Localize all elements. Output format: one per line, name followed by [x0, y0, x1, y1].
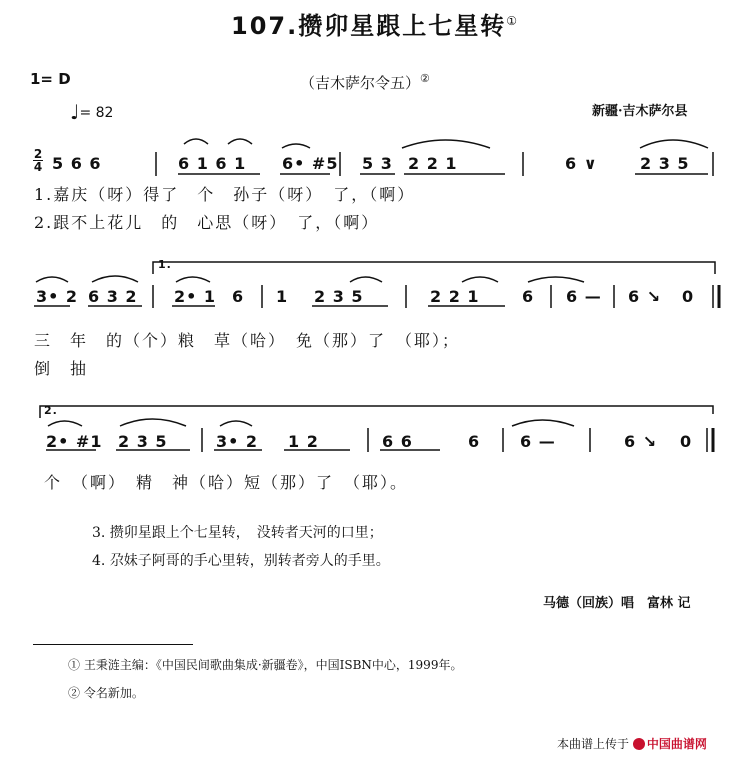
song-title-text: 107.攒卯星跟上七星转	[231, 12, 507, 40]
footnote-2: ② 令名新加。	[68, 686, 144, 700]
slur	[220, 421, 252, 426]
time-signature-top: 2	[33, 147, 43, 161]
slur	[350, 277, 382, 282]
slur	[92, 276, 138, 282]
measure-notes: 6 1 6 1	[178, 154, 247, 173]
measure-notes: 2 3 5	[118, 432, 168, 451]
measure-notes: 6	[468, 432, 481, 451]
source-watermark	[557, 735, 707, 752]
source-brand[interactable]: 中国曲谱网	[646, 737, 707, 751]
measure-notes: 6	[232, 287, 245, 306]
lyric-line-1: 1.嘉庆（呀）得了 个 孙子（呀） 了，（啊）	[34, 185, 416, 204]
subtitle-footnote-mark: ②	[420, 72, 430, 85]
slur	[282, 144, 310, 148]
slur	[228, 139, 252, 144]
measure-notes: 6 ↘	[624, 432, 658, 451]
key-signature: 1= D	[30, 70, 71, 88]
lyric-line-1: 个 （啊） 精 神（哈）短（那）了 （耶）。	[44, 473, 409, 492]
footnote-divider	[33, 644, 193, 645]
lyric-line-2: 倒 抽	[34, 359, 89, 378]
subtitle-text: （吉木萨尔令五）	[300, 74, 421, 92]
volta-number: 2.	[44, 404, 58, 417]
slur	[640, 140, 708, 148]
time-signature-bottom: 4	[33, 160, 43, 174]
verse-3: 3. 攒卯星跟上个七星转， 没转者天河的口里；	[92, 525, 383, 541]
measure-notes: 1 2	[288, 432, 319, 451]
site-logo-icon	[633, 738, 645, 750]
slur	[120, 419, 186, 426]
footnote-1: ① 王秉涟主编：《中国民间歌曲集成·新疆卷》，中国ISBN中心，1999年。	[68, 658, 463, 672]
source-text: 本曲谱上传于	[557, 737, 630, 751]
slur	[48, 421, 82, 426]
verse-4: 4. 尕妹子阿哥的手心里转，别转者旁人的手里。	[92, 553, 390, 569]
measure-notes: 6 —	[520, 432, 556, 451]
measure-notes: 0	[680, 432, 693, 451]
measure-notes: 2• 1	[174, 287, 217, 306]
measure-notes: 2 2 1	[408, 154, 458, 173]
slur	[462, 277, 498, 282]
volta-bracket	[40, 406, 713, 418]
slur	[528, 277, 584, 282]
slur	[176, 277, 210, 282]
measure-notes: 2 3 5	[640, 154, 690, 173]
measure-notes: 6	[522, 287, 535, 306]
measure-notes: 6 ↘	[628, 287, 662, 306]
lyric-line-2: 2.跟不上花儿 的 心思（呀） 了，（啊）	[34, 213, 380, 232]
measure-notes: 3• 2	[36, 287, 79, 306]
volta-number: 1.	[158, 258, 172, 271]
measure-notes: 6 —	[566, 287, 602, 306]
measure-notes: 2• #1	[46, 432, 103, 451]
measure-notes: 1	[276, 287, 289, 306]
slur	[402, 140, 490, 148]
measure-notes: 2 3 5	[314, 287, 364, 306]
slur	[184, 139, 208, 144]
measure-notes: 6 6	[382, 432, 413, 451]
measure-notes: 6 ∨	[565, 154, 598, 173]
measure-notes: 3• 2	[216, 432, 259, 451]
measure-notes: 6• #5	[282, 154, 339, 173]
measure-notes: 5 3	[362, 154, 393, 173]
slur	[512, 420, 574, 426]
lyric-line-1: 三 年 的（个）粮 草（哈） 免（那）了 （耶）；	[34, 331, 461, 350]
performer-credit: 马德（回族）唱 富林 记	[543, 596, 691, 611]
volta-bracket	[153, 262, 715, 274]
quarter-note-icon: ♩	[70, 100, 80, 124]
title-footnote-mark: ①	[506, 14, 519, 28]
measure-notes: 2 2 1	[430, 287, 480, 306]
measure-notes: 6 3 2	[88, 287, 138, 306]
measure-notes: 5 6 6	[52, 154, 102, 173]
slur	[36, 277, 68, 282]
tempo-value: = 82	[79, 105, 114, 121]
measure-notes: 0	[682, 287, 695, 306]
region-label: 新疆·吉木萨尔县	[592, 104, 688, 119]
